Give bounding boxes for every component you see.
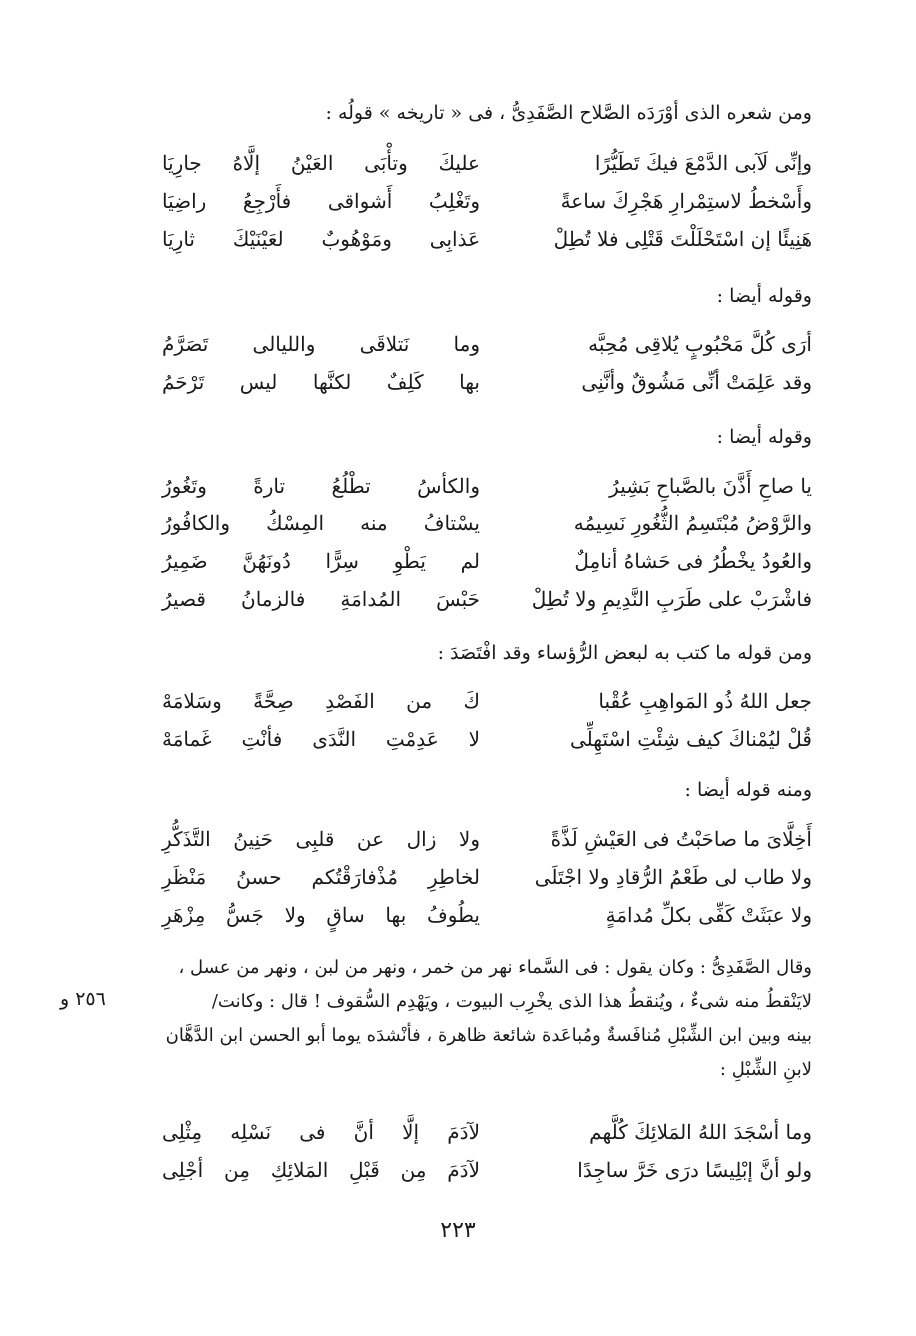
verse-first-hemistich: أَخِلَّاىَ ما صاحَبْتُ فى العَيْشِ لَذَّةً bbox=[550, 827, 812, 851]
verse-first-hemistich: والعُودُ يخْطُرُ فى حَشاهُ أنامِلٌ bbox=[574, 549, 812, 573]
verse bbox=[162, 146, 812, 180]
intro-line: ومن شعره الذى أوْرَدَه الصَّلاح الصَّفَدِىُّ ، فى « تاريخه » قولُه : bbox=[325, 102, 812, 124]
verse-second-hemistich: بها كَلِفٌ لكنَّها ليس تَرْحَمُ bbox=[162, 370, 480, 394]
verse-second-hemistich: عَذابِى ومَوْهُوبٌ لعَيْنَيْكَ ثارِيَا bbox=[162, 227, 480, 251]
verse-first-hemistich: ولو أنَّ إبْلِيسًا درَى خَرَّ ساجِدًا bbox=[577, 1158, 812, 1182]
intro-line: ومن قوله ما كتب به لبعض الرُّؤساء وقد افْتَصَدَ : bbox=[437, 642, 812, 664]
verse-first-hemistich: هَنِيئًا إن اسْتَحْلَلْتَ قَتْلِى فلا تُطِلْ bbox=[553, 227, 812, 251]
verse-second-hemistich: كَ من الفَصْدِ صِحَّةً وسَلامَهْ bbox=[162, 689, 480, 713]
verse-first-hemistich: يا صاحِ أَذَّنَ بالصَّباحِ بَشِيرُ bbox=[609, 474, 812, 498]
verse-first-hemistich: وإنِّى لَآبى الدَّمْعَ فيكَ تَطَيُّرًا bbox=[594, 151, 812, 175]
verse-second-hemistich: لم يَطْوِ سِرًّا دُونَهُنَّ ضَمِيرُ bbox=[162, 549, 480, 573]
margin-folio-note: ٢٥٦ و bbox=[60, 988, 106, 1010]
verse-second-hemistich: لآدَمَ إلَّا أنَّ فى نَسْلِه مِثْلِى bbox=[162, 1120, 480, 1144]
verse-second-hemistich: لا عَدِمْتِ النَّدَى فأنْتِ غَمامَهْ bbox=[162, 727, 480, 751]
verse bbox=[162, 222, 812, 256]
verse-second-hemistich: يسْتافُ منه المِسْكُ والكافُورُ bbox=[162, 511, 480, 535]
verse-first-hemistich: أرَى كُلَّ مَحْبُوبٍ يُلاقِى مُحِبَّه bbox=[588, 332, 812, 356]
verse bbox=[162, 1153, 812, 1187]
verse-first-hemistich: وأَسْخطُ لاستِمْرارِ هَجْرِكَ ساعةً bbox=[560, 189, 812, 213]
page-number: ٢٢٣ bbox=[440, 1218, 476, 1243]
verse-first-hemistich: والرَّوْضُ مُبْتَسِمُ الثُّغُورِ نَسِيمُه bbox=[573, 511, 812, 535]
verse bbox=[162, 822, 812, 856]
verse-second-hemistich: لآدَمَ مِن قَبْلِ المَلائِكِ مِن أجْلِى bbox=[162, 1158, 480, 1182]
verse bbox=[162, 184, 812, 218]
prose-line: لابنِ الشِّبْلِ : bbox=[719, 1059, 812, 1080]
prose-line: بينه وبين ابن الشِّبْلِ مُنافَسةٌ ومُباعَدة شائعة ظاهرة ، فأنْشدَه يوما أبو الحسن ابن الدَّهَّان bbox=[165, 1025, 812, 1046]
verse bbox=[162, 860, 812, 894]
verse-second-hemistich: وتَغْلِبُ أَشواقى فأَرْجِعُ راضِيَا bbox=[162, 189, 480, 213]
verse bbox=[162, 544, 812, 578]
intro-line: وقوله أيضا : bbox=[716, 285, 812, 307]
prose-line: وقال الصَّفَدِىُّ : وكان يقول : فى السَّماء نهر من خمر ، ونهر من لبن ، ونهر من عسل ، bbox=[178, 957, 812, 978]
verse-first-hemistich: وما أسْجَدَ اللهُ المَلائِكَ كُلَّهم bbox=[589, 1120, 812, 1144]
verse-first-hemistich: فاشْرَبْ على طَرَبِ النَّدِيمِ ولا تُطِلْ bbox=[531, 587, 812, 611]
verse-second-hemistich: يطُوفُ بها ساقٍ ولا جَسُّ مِزْهَرِ bbox=[162, 903, 480, 927]
verse bbox=[162, 365, 812, 399]
intro-line: ومنه قوله أيضا : bbox=[684, 779, 812, 801]
verse-first-hemistich: وقد عَلِمَتْ أنِّى مَشُوقٌ وأنَّنِى bbox=[581, 370, 812, 394]
verse-second-hemistich: والكأسُ تطْلُعُ تارةً وتَغُورُ bbox=[162, 474, 480, 498]
verse-first-hemistich: ولا طاب لى طَعْمُ الرُّقادِ ولا اجْتَلَى bbox=[534, 865, 812, 889]
intro-line: وقوله أيضا : bbox=[716, 426, 812, 448]
verse bbox=[162, 327, 812, 361]
verse-second-hemistich: لخاطِرِ مُذْفارَقْتُكم حسنُ مَنْظَرِ bbox=[162, 865, 480, 889]
verse bbox=[162, 898, 812, 932]
verse-first-hemistich: ولا عبَثَتْ كَفِّى بكلِّ مُدامَةٍ bbox=[605, 903, 812, 927]
verse-second-hemistich: وما نَتلاقَى والليالى تَصَرَّمُ bbox=[162, 332, 480, 356]
verse bbox=[162, 684, 812, 718]
prose-line: لايَنْقطُ منه شىءٌ ، ويُنقطُ هذا الذى يخْرِب البيوت ، ويَهْدِم السُّقوف ! قال : وكانت/ bbox=[211, 991, 812, 1012]
verse bbox=[162, 469, 812, 503]
verse-second-hemistich: عليكَ وتأْبَى العَيْنُ إلَّاهُ جارِيَا bbox=[162, 151, 480, 175]
verse bbox=[162, 506, 812, 540]
verse bbox=[162, 722, 812, 756]
verse-first-hemistich: قُلْ ليُمْناكَ كيف شِئْتِ اسْتَهِلِّى bbox=[570, 727, 812, 751]
verse-second-hemistich: ولا زال عن قلبِى حَنِينُ التَّذَكُّرِ bbox=[162, 827, 480, 851]
verse bbox=[162, 582, 812, 616]
verse bbox=[162, 1115, 812, 1149]
verse-first-hemistich: جعل اللهُ ذُو المَواهِبِ عُقْبا bbox=[598, 689, 812, 713]
verse-second-hemistich: حَبْسَ المُدامَةِ فالزمانُ قصيرُ bbox=[162, 587, 480, 611]
